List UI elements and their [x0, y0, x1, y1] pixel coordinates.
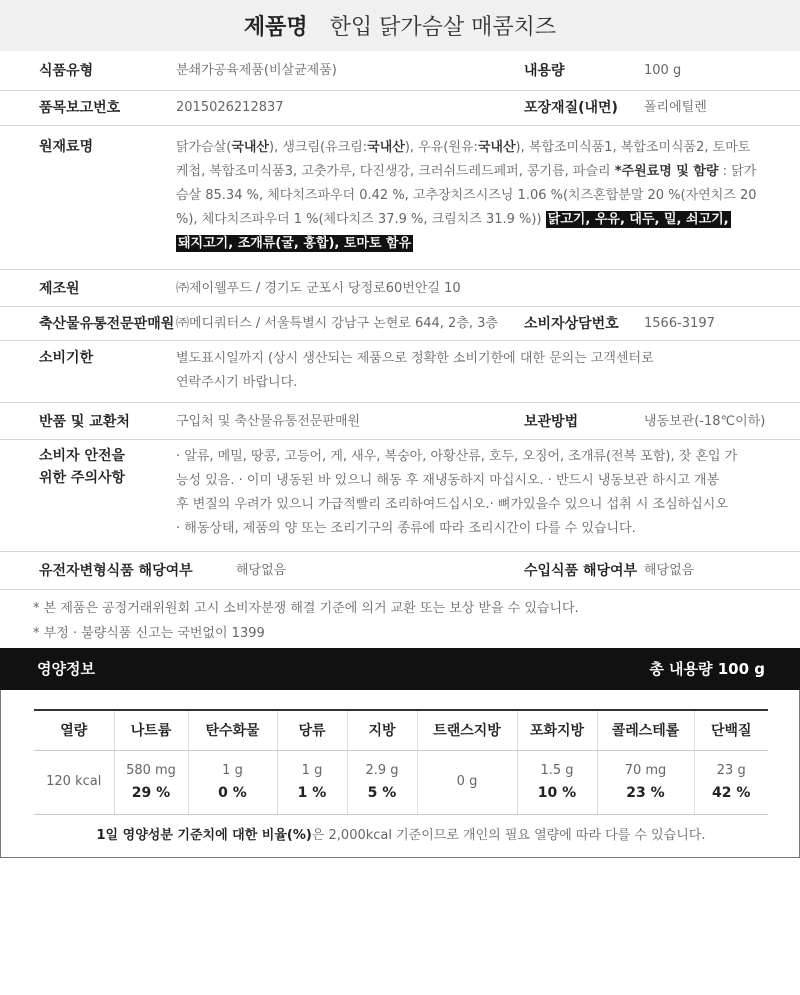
nutrient-percent: 10 %: [537, 785, 577, 801]
ingredients-part: 닭가슴살(: [176, 140, 232, 155]
nutrition-total: 총 내용량 100 g: [649, 660, 765, 678]
nutrient-cell: [188, 750, 277, 814]
row-returns: [0, 403, 800, 440]
caution-text: [176, 445, 758, 541]
food-type-value: 분쇄가공육제품(비살균제품): [176, 63, 337, 78]
row-expiry: [0, 341, 800, 403]
nutrition-values-row: [34, 750, 768, 814]
nutrient-percent: 0 %: [218, 785, 247, 801]
report-no-label: 품목보고번호: [39, 100, 121, 116]
product-name-value: 한입 닭가슴살 매콤치즈: [329, 15, 557, 40]
caution-line: 능성 있음. · 이미 냉동된 바 있으니 해동 후 재냉동하지 마십시오. · 반드시 냉동보관 하시고 개봉: [176, 473, 720, 488]
allergen-highlight: 닭고기, 우유, 대두, 밀, 쇠고기,: [547, 212, 729, 227]
nutrient-percent: 1 %: [297, 785, 327, 801]
nutrient-cell: [277, 750, 347, 814]
col-header: 나트륨: [114, 710, 188, 750]
row-manufacturer: [0, 270, 800, 307]
product-name-label: 제품명: [243, 15, 308, 40]
nutrient-cell: [347, 750, 417, 814]
note-line: * 부정 · 불량식품 신고는 국번없이 1399: [33, 626, 265, 641]
nutrient-amount: 23 g: [716, 763, 746, 778]
expiry-label: 소비기한: [39, 350, 94, 366]
nutrient-percent: 29 %: [131, 785, 171, 801]
nutrition-table: [34, 709, 768, 815]
note-line: * 본 제품은 공정거래위원회 고시 소비자분쟁 해결 기준에 의거 교환 또는 보상 받을 수 있습니다.: [33, 601, 579, 616]
nutrient-amount: 70 mg: [624, 763, 667, 778]
ingredients-part: ), 생크림(유크림:: [269, 140, 368, 155]
returns-value: 구입처 및 축산물유통전문판매원: [176, 414, 361, 429]
nutrient-amount: 580 mg: [126, 763, 176, 778]
origin-emphasis: 국내산: [231, 140, 269, 155]
nutrient-cell: [417, 750, 517, 814]
nutrition-box: [0, 690, 800, 858]
returns-label: 반품 및 교환처: [39, 414, 130, 430]
volume-value: 100 g: [644, 63, 682, 78]
food-type-label: 식품유형: [39, 63, 94, 79]
ingredients-text: [176, 136, 758, 256]
caution-label-line: 소비자 안전을: [39, 448, 126, 464]
col-header: 탄수화물: [188, 710, 277, 750]
imported-label: 수입식품 해당여부: [524, 563, 638, 579]
nutrient-percent: 23 %: [626, 785, 665, 801]
ingredients-part: : 닭가슴살 85.34 %, 체다치즈파우더 0.42 %, 고추장치즈시즈닝 1.06 %(치즈혼합분말 20 %(자연치즈 20 %), 체다치즈파우더 1 %(체다치즈 37.9 %, 크림치즈 31.9 %)): [176, 164, 757, 227]
expiry-line: 별도표시일까지 (상시 생산되는 제품으로 정확한 소비기한에 대한 문의는 고객센터로: [176, 351, 654, 366]
caution-line: · 해동상태, 제품의 양 또는 조리기구의 종류에 따라 조리시간이 다를 수 있습니다.: [176, 521, 636, 536]
caution-line: · 알류, 메밀, 땅콩, 고등어, 게, 새우, 복숭아, 아황산류, 호두, 오징어, 조개류(전복 포함), 잣 혼입 가: [176, 449, 738, 464]
col-header: 열량: [34, 710, 114, 750]
caution-line: 후 변질의 우려가 있으니 가급적빨리 조리하여드십시오.· 뼈가있을수 있으니 섭취 시 조심하십시오: [176, 497, 728, 512]
nutrition-footnote: [1, 824, 800, 843]
footnote-bold: 1일 영양성분 기준치에 대한 비율(%): [96, 828, 312, 843]
origin-emphasis: 국내산: [477, 140, 516, 155]
nutrition-title: 영양정보: [37, 660, 95, 678]
manufacturer-label: 제조원: [39, 281, 80, 297]
seller-label: 축산물유통전문판매원: [39, 316, 175, 332]
report-no-value: 2015026212837: [176, 100, 284, 115]
caution-label-line: 위한 주의사항: [39, 470, 126, 486]
nutrient-amount: 1 g: [301, 763, 323, 778]
storage-label: 보관방법: [524, 414, 579, 430]
nutrient-amount: 1 g: [222, 763, 243, 778]
nutrient-cell: [597, 750, 694, 814]
manufacturer-value: ㈜제이웰푸드 / 경기도 군포시 당정로60번안길 10: [176, 281, 461, 296]
nutrient-cell: [34, 750, 114, 814]
packaging-value: 폴리에틸렌: [644, 100, 707, 115]
nutrient-cell: [694, 750, 768, 814]
row-gmo: [0, 552, 800, 590]
nutrient-percent: 5 %: [367, 785, 397, 801]
nutrient-cell: [114, 750, 188, 814]
nutrient-cell: [517, 750, 597, 814]
ingredients-label: 원재료명: [39, 139, 94, 155]
expiry-line: 연락주시기 바랍니다.: [176, 375, 298, 390]
col-header: 콜레스테롤: [597, 710, 694, 750]
allergen-highlight: 돼지고기, 조개류(굴, 홍합), 토마토 함유: [178, 236, 412, 251]
col-header: 트랜스지방: [417, 710, 517, 750]
storage-value: 냉동보관(-18℃이하): [644, 414, 766, 429]
main-ingredient-heading: *주원료명 및 함량: [614, 164, 719, 179]
row-food-type: [0, 51, 800, 91]
col-header: 지방: [347, 710, 417, 750]
gmo-value: 해당없음: [236, 563, 287, 578]
nutrient-amount: 1.5 g: [540, 763, 574, 778]
nutrient-amount: 2.9 g: [365, 763, 399, 778]
imported-value: 해당없음: [644, 563, 695, 578]
row-ingredients: [0, 126, 800, 270]
nutrition-header: [0, 648, 800, 690]
row-seller: [0, 307, 800, 341]
caution-label: [39, 445, 125, 489]
col-header: 포화지방: [517, 710, 597, 750]
volume-label: 내용량: [524, 63, 565, 79]
notes: [33, 596, 579, 646]
gmo-label: 유전자변형식품 해당여부: [39, 563, 193, 579]
nutrient-amount: 120 kcal: [46, 774, 102, 789]
col-header: 당류: [277, 710, 347, 750]
expiry-text: [176, 347, 758, 395]
product-title-bar: [0, 0, 800, 51]
ingredients-part: ), 복합조미식품1, 복합조미식품2, 토마토케첩, 복합조미식품3, 고춧가루, 다진생강, 크러쉬드레드페퍼, 콩기름, 파슬리: [176, 140, 751, 179]
nutrient-percent: 42 %: [712, 785, 751, 801]
consult-label: 소비자상담번호: [524, 316, 619, 332]
nutrient-amount: 0 g: [456, 774, 478, 789]
ingredients-part: ), 우유(원유:: [404, 140, 478, 155]
consult-value: 1566-3197: [644, 316, 715, 331]
origin-emphasis: 국내산: [367, 140, 405, 155]
row-caution: [0, 440, 800, 552]
packaging-label: 포장재질(내면): [524, 100, 618, 116]
footnote-text: 은 2,000kcal 기준이므로 개인의 필요 열량에 따라 다를 수 있습니다.: [311, 828, 706, 843]
row-report-no: [0, 91, 800, 126]
col-header: 단백질: [694, 710, 768, 750]
seller-value: ㈜메디쿼터스 / 서울특별시 강남구 논현로 644, 2층, 3층: [176, 316, 498, 331]
